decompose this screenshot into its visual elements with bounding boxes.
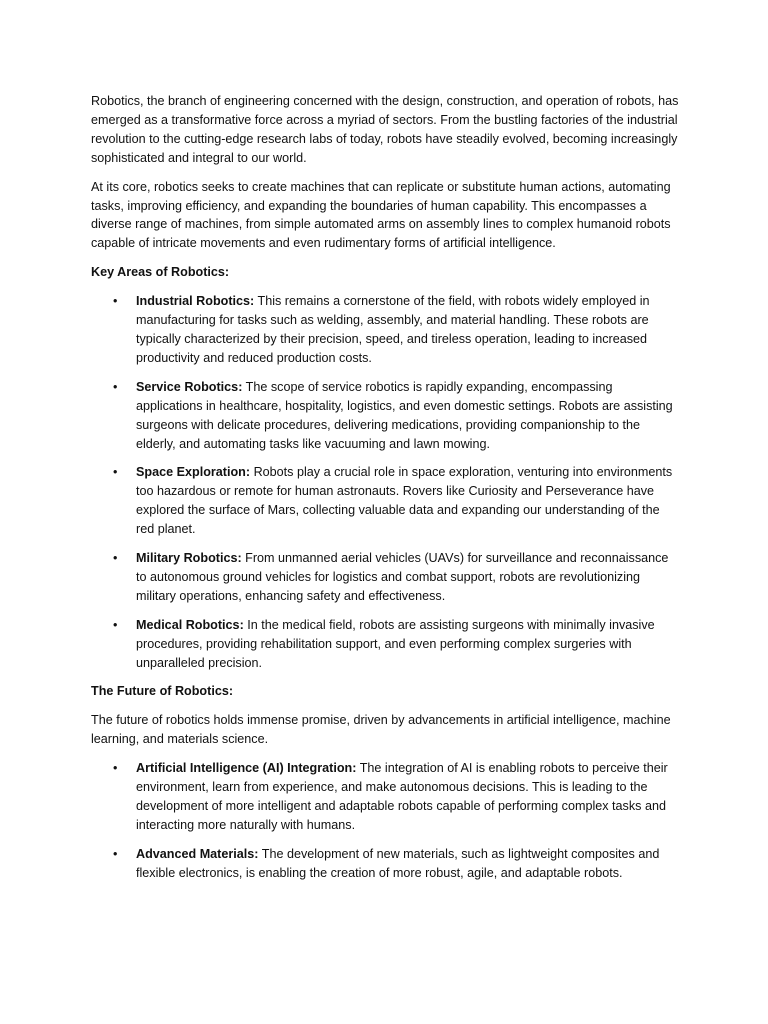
- list-item-text: Robots play a crucial role in space exploration, venturing into environments too hazardous or remote for human astronauts. Rovers like Curiosity and Perseverance have explored the surface of Mars, collecting valuable data and expanding our understanding of the red planet.: [136, 465, 673, 537]
- document-body: [91, 92, 681, 893]
- list-item: [91, 549, 681, 606]
- list-item-text: The scope of service robotics is rapidly expanding, encompassing applications in healthcare, hospitality, logistics, and even domestic settings. Robots are assisting surgeons with delicate procedures, delivering medications, providing companionship to the elderly, and automating tasks like vacuuming and lawn mowing.: [136, 379, 673, 451]
- list-item-term: Industrial Robotics:: [136, 294, 255, 309]
- list-item: [91, 616, 681, 673]
- list-item-term: Advanced Materials:: [136, 846, 259, 861]
- list-item: [91, 292, 681, 368]
- key-areas-heading: Key Areas of Robotics:: [91, 265, 230, 280]
- bullet-icon: •: [113, 846, 118, 861]
- list-item: [91, 759, 681, 835]
- list-item-term: Artificial Intelligence (AI) Integration:: [136, 761, 357, 776]
- bullet-icon: •: [113, 379, 118, 394]
- list-item-text: From unmanned aerial vehicles (UAVs) for surveillance and reconnaissance to autonomous ground vehicles for logistics and combat support, robots are revolutionizing military operations, enhancing safety and effectiveness.: [136, 551, 669, 603]
- list-item-text: This remains a cornerstone of the field, with robots widely employed in manufacturing for tasks such as welding, assembly, and material handling. These robots are typically characterized by their precision, speed, and tireless operation, leading to increased productivity and reduced production costs.: [136, 294, 650, 365]
- bullet-icon: •: [113, 761, 118, 776]
- list-item-text: The development of new materials, such as lightweight composites and flexible electronics, is enabling the creation of more robust, agile, and adaptable robots.: [136, 846, 660, 880]
- future-heading: The Future of Robotics:: [91, 684, 234, 699]
- list-item: [91, 463, 681, 539]
- list-item-term: Space Exploration:: [136, 465, 251, 480]
- future-paragraph: The future of robotics holds immense promise, driven by advancements in artificial intelligence, machine learning, and materials science.: [91, 713, 671, 747]
- bullet-icon: •: [113, 294, 118, 309]
- list-item-text: The integration of AI is enabling robots to perceive their environment, learn from experience, and make autonomous decisions. This is leading to the development of more intelligent and adaptable robots capable of performing complex tasks and interacting more naturally with humans.: [136, 761, 668, 832]
- intro-paragraph-1: Robotics, the branch of engineering concerned with the design, construction, and operation of robots, has emerged as a transformative force across a myriad of sectors. From the bustling factories of the industrial revolution to the cutting-edge research labs of today, robots have steadily evolved, becoming increasingly sophisticated and integral to our world.: [91, 94, 679, 165]
- list-item-term: Military Robotics:: [136, 551, 242, 566]
- list-item: [91, 378, 681, 454]
- list-item-term: Medical Robotics:: [136, 617, 244, 632]
- future-list: [91, 759, 681, 882]
- bullet-icon: •: [113, 551, 118, 566]
- bullet-icon: •: [113, 465, 118, 480]
- list-item-text: In the medical field, robots are assisting surgeons with minimally invasive procedures, providing rehabilitation support, and even performing complex surgeries with unparalleled precision.: [136, 617, 655, 670]
- key-areas-list: [91, 292, 681, 672]
- intro-paragraph-2: At its core, robotics seeks to create machines that can replicate or substitute human actions, automating tasks, improving efficiency, and expanding the boundaries of human capability. This encompasses a diverse range of machines, from simple automated arms on assembly lines to complex humanoid robots capable of intricate movements and even rudimentary forms of artificial intelligence.: [91, 179, 671, 251]
- list-item: [91, 845, 681, 883]
- list-item-term: Service Robotics:: [136, 379, 243, 394]
- bullet-icon: •: [113, 617, 118, 632]
